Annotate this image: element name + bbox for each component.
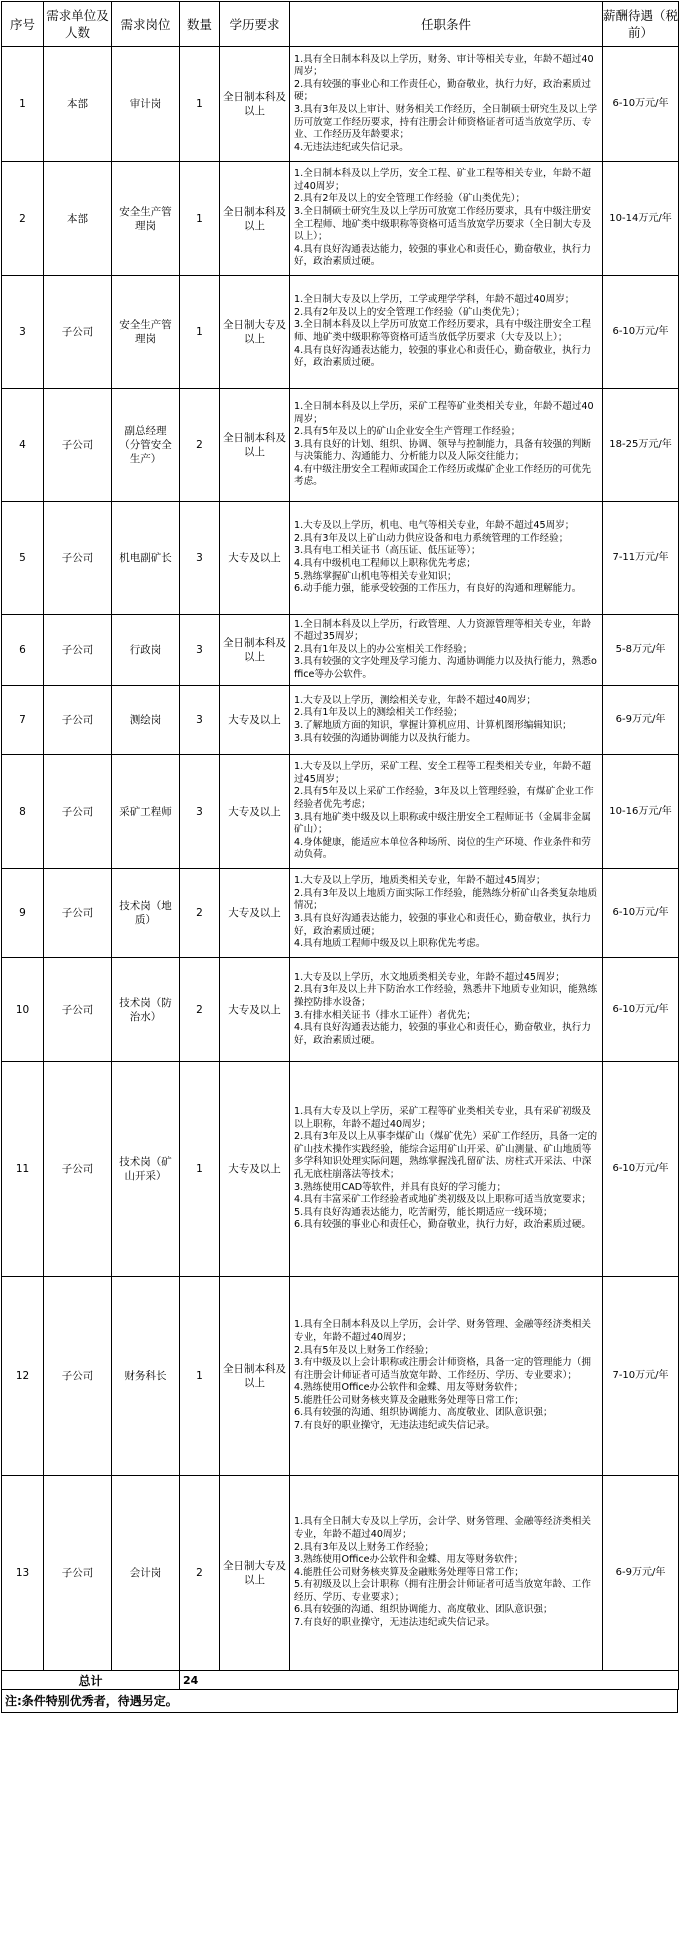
cell-pay: 6-9万元/年 xyxy=(603,1476,679,1671)
table-row xyxy=(2,47,679,162)
cell-requirements xyxy=(290,1062,635,1277)
cell-count: 1 xyxy=(180,1062,220,1277)
header-pay: 薪酬待遇（税前） xyxy=(603,2,679,47)
header-count: 数量 xyxy=(180,2,220,47)
requirement-line: 6.动手能力强，能承受较强的工作压力，有良好的沟通和理解能力。 xyxy=(294,583,582,595)
cell-pay: 7-10万元/年 xyxy=(603,1277,679,1476)
requirement-line: 1.具有全日制本科及以上学历，财务、审计等相关专业，年龄不超过40周岁； xyxy=(294,53,594,78)
cell-pay: 6-10万元/年 xyxy=(603,958,679,1062)
cell-requirements xyxy=(290,869,603,958)
requirement-line: 2.具有3年及以上矿山动力供应设备和电力系统管理的工作经验； xyxy=(294,532,569,544)
cell-seq: 2 xyxy=(2,162,44,276)
requirement-line: 7.有良好的职业操守，无违法违纪或失信记录。 xyxy=(294,1617,496,1629)
cell-edu: 大专及以上 xyxy=(220,958,290,1062)
requirement-line: 3.具有较强的沟通协调能力以及执行能力。 xyxy=(294,732,476,744)
cell-post: 测绘岗 xyxy=(112,686,180,755)
cell-pay: 10-16万元/年 xyxy=(603,755,679,869)
cell-count: 2 xyxy=(180,1476,220,1671)
requirement-line: 3.有排水相关证书（排水工证件）者优先； xyxy=(294,1009,476,1021)
table-row xyxy=(2,389,679,502)
cell-seq: 9 xyxy=(2,869,44,958)
cell-count: 1 xyxy=(180,47,220,162)
requirement-line: 6.具有较强的沟通、组织协调能力、高度敬业、团队意识强； xyxy=(294,1604,553,1616)
recruitment-table xyxy=(1,1,679,1690)
table-row xyxy=(2,755,679,869)
cell-post: 行政岗 xyxy=(112,615,180,686)
cell-unit: 子公司 xyxy=(44,1062,112,1277)
cell-seq: 4 xyxy=(2,389,44,502)
requirement-line: 2.具有3年及以上井下防治水工作经验，熟悉井下地质专业知识，能熟练操控防排水设备； xyxy=(294,984,598,1008)
cell-pay: 6-10万元/年 xyxy=(603,47,679,162)
requirement-line: 3.全日制硕士研究生及以上学历可放宽工作经历要求，具有中级注册安全工程师、地矿类中级职称等资格可适当放宽学历要求（全日制大专及以上）； xyxy=(294,205,592,243)
header-row xyxy=(2,2,679,47)
requirement-line: 3.具有3年及以上审计、财务相关工作经历，全日制硕士研究生及以上学历可放宽工作经历要求，持有注册会计师资格证者可适当放宽学历、专业、工作经历及年龄要求； xyxy=(294,104,598,141)
requirement-line: 4.能胜任公司财务核夹算及金融账务处理等日常工作； xyxy=(294,1566,524,1578)
header-unit: 需求单位及人数 xyxy=(44,2,112,47)
table-row xyxy=(2,502,679,615)
cell-edu: 全日制本科及以上 xyxy=(220,389,290,502)
cell-seq: 12 xyxy=(2,1277,44,1476)
cell-count: 1 xyxy=(180,162,220,276)
requirement-line: 2.具有3年及以上从事李煤矿山（煤矿优先）采矿工作经历，具备一定的矿山技术操作实践经验，能综合运用矿山开采、矿山测量、矿山地质等多学科知识处理实际问题，熟练掌握浅孔留矿法、房柱式开采法、中深孔无底柱崩落法等技术； xyxy=(294,1131,598,1180)
total-value: 24 xyxy=(180,1671,679,1690)
cell-unit: 本部 xyxy=(44,47,112,162)
cell-edu: 全日制本科及以上 xyxy=(220,162,290,276)
table-row xyxy=(2,276,679,389)
requirement-line: 4.具有良好沟通表达能力，较强的事业心和责任心，勤奋敬业，执行力好，政治素质过硬。 xyxy=(294,243,591,268)
table-row xyxy=(2,1062,679,1277)
cell-count: 2 xyxy=(180,869,220,958)
requirement-line: 4.具有良好沟通表达能力，较强的事业心和责任心，勤奋敬业，执行力好，政治素质过硬。 xyxy=(294,1022,591,1046)
requirement-line: 2.具有5年及以上的矿山企业安全生产管理工作经验； xyxy=(294,426,521,438)
requirement-line: 6.具有较强的沟通、组织协调能力、高度敬业、团队意识强； xyxy=(294,1407,553,1419)
cell-unit: 子公司 xyxy=(44,615,112,686)
cell-post: 技术岗（地质） xyxy=(112,869,180,958)
requirement-line: 3.全日制本科及以上学历可放宽工作经历要求，具有中级注册安全工程师、地矿类中级职称等资格可适当放低学历要求（大专及以上）； xyxy=(294,319,591,343)
cell-unit: 子公司 xyxy=(44,755,112,869)
requirement-line: 1.具有全日制本科及以上学历，会计学、财务管理、金融等经济类相关专业，年龄不超过40周岁； xyxy=(294,1319,591,1343)
cell-pay: 10-14万元/年 xyxy=(603,162,679,276)
requirement-line: 4.具有丰富采矿工作经验者或地矿类初级及以上职称可适当放宽要求； xyxy=(294,1194,591,1206)
requirement-line: 2.具有5年及以上财务工作经验； xyxy=(294,1344,434,1356)
requirement-line: 4.熟练使用Office办公软件和金蝶、用友等财务软件； xyxy=(294,1382,524,1394)
cell-count: 3 xyxy=(180,615,220,686)
requirement-line: 2.具有2年及以上的安全管理工作经验（矿山类优先）； xyxy=(294,193,526,205)
cell-pay: 6-10万元/年 xyxy=(603,1062,679,1277)
cell-count: 3 xyxy=(180,755,220,869)
requirement-line: 1.全日制本科及以上学历，采矿工程等矿业类相关专业，年龄不超过40周岁； xyxy=(294,400,594,425)
cell-unit: 子公司 xyxy=(44,1277,112,1476)
cell-seq: 1 xyxy=(2,47,44,162)
cell-pay: 6-10万元/年 xyxy=(603,276,679,389)
table-row xyxy=(2,686,679,755)
requirement-line: 2.具有3年及以上财务工作经验； xyxy=(294,1541,434,1553)
requirement-line: 3.熟练使用CAD等软件，并具有良好的学习能力； xyxy=(294,1181,507,1193)
table-row xyxy=(2,1476,679,1671)
cell-unit: 子公司 xyxy=(44,389,112,502)
requirement-line: 3.具有电工相关证书（高压证、低压证等）； xyxy=(294,545,481,557)
cell-pay: 18-25万元/年 xyxy=(603,389,679,502)
requirement-line: 1.具有大专及以上学历，采矿工程等矿业类相关专业，具有采矿初级及以上职称，年龄不超过40周岁； xyxy=(294,1106,591,1130)
header-edu: 学历要求 xyxy=(220,2,290,47)
cell-requirements xyxy=(290,755,603,869)
requirement-line: 1.大专及以上学历，地质类相关专业，年龄不超过45周岁； xyxy=(294,875,546,887)
cell-requirements xyxy=(290,615,603,686)
cell-post: 会计岗 xyxy=(112,1476,180,1671)
cell-requirements xyxy=(290,502,603,615)
requirement-line: 4.具有地质工程师中级及以上职称优先考虑。 xyxy=(294,938,486,950)
cell-post: 财务科长 xyxy=(112,1277,180,1476)
cell-count: 2 xyxy=(180,958,220,1062)
requirement-line: 1.大专及以上学历，机电、电气等相关专业，年龄不超过45周岁； xyxy=(294,520,575,532)
cell-requirements xyxy=(290,686,603,755)
cell-edu: 全日制本科及以上 xyxy=(220,47,290,162)
table-row xyxy=(2,869,679,958)
cell-edu: 大专及以上 xyxy=(220,755,290,869)
table-body xyxy=(2,47,679,1690)
requirement-line: 5.熟练掌握矿山机电等相关专业知识； xyxy=(294,570,457,582)
requirement-line: 1.大专及以上学历，水文地质类相关专业，年龄不超过45周岁； xyxy=(294,971,565,983)
requirement-line: 4.身体健康，能适应本单位各种场所、岗位的生产环境、作业条件和劳动负荷。 xyxy=(294,836,591,861)
cell-post: 技术岗（矿山开采） xyxy=(112,1062,180,1277)
cell-unit: 子公司 xyxy=(44,1476,112,1671)
cell-post: 审计岗 xyxy=(112,47,180,162)
table-row xyxy=(2,1277,679,1476)
requirement-line: 5.有初级及以上会计职称（拥有注册会计师证者可适当放宽年龄、工作经历、学历、专业要求）； xyxy=(294,1579,591,1603)
requirement-line: 4.具有良好沟通表达能力，较强的事业心和责任心，勤奋敬业，执行力好，政治素质过硬。 xyxy=(294,344,591,369)
requirement-line: 3.具有地矿类中级及以上职称或中级注册安全工程师证书（金属非金属矿山）； xyxy=(294,811,591,836)
cell-seq: 10 xyxy=(2,958,44,1062)
cell-edu: 大专及以上 xyxy=(220,869,290,958)
cell-count: 3 xyxy=(180,686,220,755)
cell-count: 2 xyxy=(180,389,220,502)
cell-requirements xyxy=(290,47,603,162)
cell-seq: 5 xyxy=(2,502,44,615)
cell-post: 技术岗（防治水） xyxy=(112,958,180,1062)
requirement-line: 7.有良好的职业操守，无违法违纪或失信记录。 xyxy=(294,1420,496,1432)
requirement-line: 4.无违法违纪或失信记录。 xyxy=(294,141,409,153)
requirement-line: 1.大专及以上学历，测绘相关专业，年龄不超过40周岁； xyxy=(294,694,537,706)
requirement-line: 1.全日制本科及以上学历，安全工程、矿业工程等相关专业，年龄不超过40周岁； xyxy=(294,168,591,192)
cell-post: 采矿工程师 xyxy=(112,755,180,869)
requirement-line: 4.有中级注册安全工程师或国企工作经历或煤矿企业工作经历的可优先考虑。 xyxy=(294,463,591,488)
cell-seq: 8 xyxy=(2,755,44,869)
requirement-line: 2.具有1年及以上的办公室相关工作经验； xyxy=(294,643,473,655)
table-row xyxy=(2,958,679,1062)
cell-requirements xyxy=(290,1476,603,1671)
total-label: 总计 xyxy=(2,1671,180,1690)
cell-seq: 3 xyxy=(2,276,44,389)
cell-seq: 13 xyxy=(2,1476,44,1671)
cell-count: 3 xyxy=(180,502,220,615)
cell-edu: 全日制大专及以上 xyxy=(220,276,290,389)
table-row xyxy=(2,162,679,276)
requirement-line: 3.熟练使用Office办公软件和金蝶、用友等财务软件； xyxy=(294,1554,524,1566)
cell-requirements xyxy=(290,958,603,1062)
cell-unit: 本部 xyxy=(44,162,112,276)
requirement-line: 5.能胜任公司财务核夹算及金融账务处理等日常工作； xyxy=(294,1394,524,1406)
cell-unit: 子公司 xyxy=(44,686,112,755)
cell-edu: 全日制大专及以上 xyxy=(220,1476,290,1671)
cell-post: 安全生产管理岗 xyxy=(112,162,180,276)
cell-count: 1 xyxy=(180,276,220,389)
table-row xyxy=(2,615,679,686)
requirement-line: 2.具有2年及以上的安全管理工作经验（矿山类优先）； xyxy=(294,306,526,318)
cell-unit: 子公司 xyxy=(44,502,112,615)
requirement-line: 1.具有全日制大专及以上学历，会计学、财务管理、金融等经济类相关专业，年龄不超过40周岁； xyxy=(294,1516,591,1540)
cell-seq: 11 xyxy=(2,1062,44,1277)
requirement-line: 2.具有5年及以上采矿工作经验，3年及以上管理经验，有煤矿企业工作经验者优先考虑； xyxy=(294,786,594,810)
requirement-line: 2.具有3年及以上地质方面实际工作经验，能熟练分析矿山各类复杂地质情况； xyxy=(294,887,598,912)
cell-requirements xyxy=(290,162,603,276)
requirement-line: 3.具有良好沟通表达能力，较强的事业心和责任心，勤奋敬业，执行力好，政治素质过硬； xyxy=(294,913,591,937)
total-row xyxy=(2,1671,679,1690)
cell-edu: 全日制本科及以上 xyxy=(220,615,290,686)
cell-count: 1 xyxy=(180,1277,220,1476)
cell-pay: 5-8万元/年 xyxy=(603,615,679,686)
header-post: 需求岗位 xyxy=(112,2,180,47)
cell-edu: 大专及以上 xyxy=(220,686,290,755)
requirement-line: 1.大专及以上学历，采矿工程、安全工程等工程类相关专业，年龄不超过45周岁； xyxy=(294,761,591,785)
cell-seq: 7 xyxy=(2,686,44,755)
header-seq: 序号 xyxy=(2,2,44,47)
cell-edu: 大专及以上 xyxy=(220,1062,290,1277)
header-req: 任职条件 xyxy=(290,2,603,47)
requirement-line: 3.了解地质方面的知识，掌握计算机应用、计算机图形编辑知识； xyxy=(294,720,572,731)
requirement-line: 1.全日制本科及以上学历，行政管理、人力资源管理等相关专业，年龄不超过35周岁； xyxy=(294,618,591,643)
requirement-line: 4.具有中级机电工程师以上职称优先考虑； xyxy=(294,558,476,569)
requirement-line: 5.具有良好沟通表达能力，吃苦耐劳，能长期适应一线环境； 6.具有较强的事业心和责任心，勤奋敬业，执行力好，政治素质过硬。 xyxy=(294,1206,635,1231)
cell-post: 副总经理（分管安全生产） xyxy=(112,389,180,502)
cell-unit: 子公司 xyxy=(44,958,112,1062)
cell-unit: 子公司 xyxy=(44,276,112,389)
cell-requirements xyxy=(290,389,603,502)
footnote: 注:条件特别优秀者，待遇另定。 xyxy=(5,1694,178,1708)
cell-unit: 子公司 xyxy=(44,869,112,958)
requirement-line: 2.具有较强的事业心和工作责任心，勤奋敬业，执行力好，政治素质过硬； xyxy=(294,78,591,103)
cell-requirements xyxy=(290,1277,603,1476)
cell-edu: 大专及以上 xyxy=(220,502,290,615)
requirement-line: 3.具有较强的文字处理及学习能力、沟通协调能力以及执行能力，熟悉office等办公软件。 xyxy=(294,656,597,680)
cell-post: 安全生产管理岗 xyxy=(112,276,180,389)
cell-edu: 全日制本科及以上 xyxy=(220,1277,290,1476)
requirement-line: 2.具有1年及以上的测绘相关工作经验； xyxy=(294,707,463,719)
cell-post: 机电副矿长 xyxy=(112,502,180,615)
requirement-line: 1.全日制大专及以上学历，工学或理学学科，年龄不超过40周岁； xyxy=(294,294,575,306)
cell-pay: 6-9万元/年 xyxy=(603,686,679,755)
cell-seq: 6 xyxy=(2,615,44,686)
requirement-line: 3.具有良好的计划、组织、协调、领导与控制能力，具备有较强的判断与决策能力、沟通能力、分析能力以及人际交往能力； xyxy=(294,438,591,463)
cell-pay: 6-10万元/年 xyxy=(603,869,679,958)
cell-pay: 7-11万元/年 xyxy=(603,502,679,615)
cell-requirements xyxy=(290,276,603,389)
note-box xyxy=(1,1690,678,1713)
requirement-line: 3.有中级及以上会计职称或注册会计师资格，具备一定的管理能力（拥有注册会计师证者可适当放宽年龄、工作经历、学历、专业要求）； xyxy=(294,1357,591,1381)
